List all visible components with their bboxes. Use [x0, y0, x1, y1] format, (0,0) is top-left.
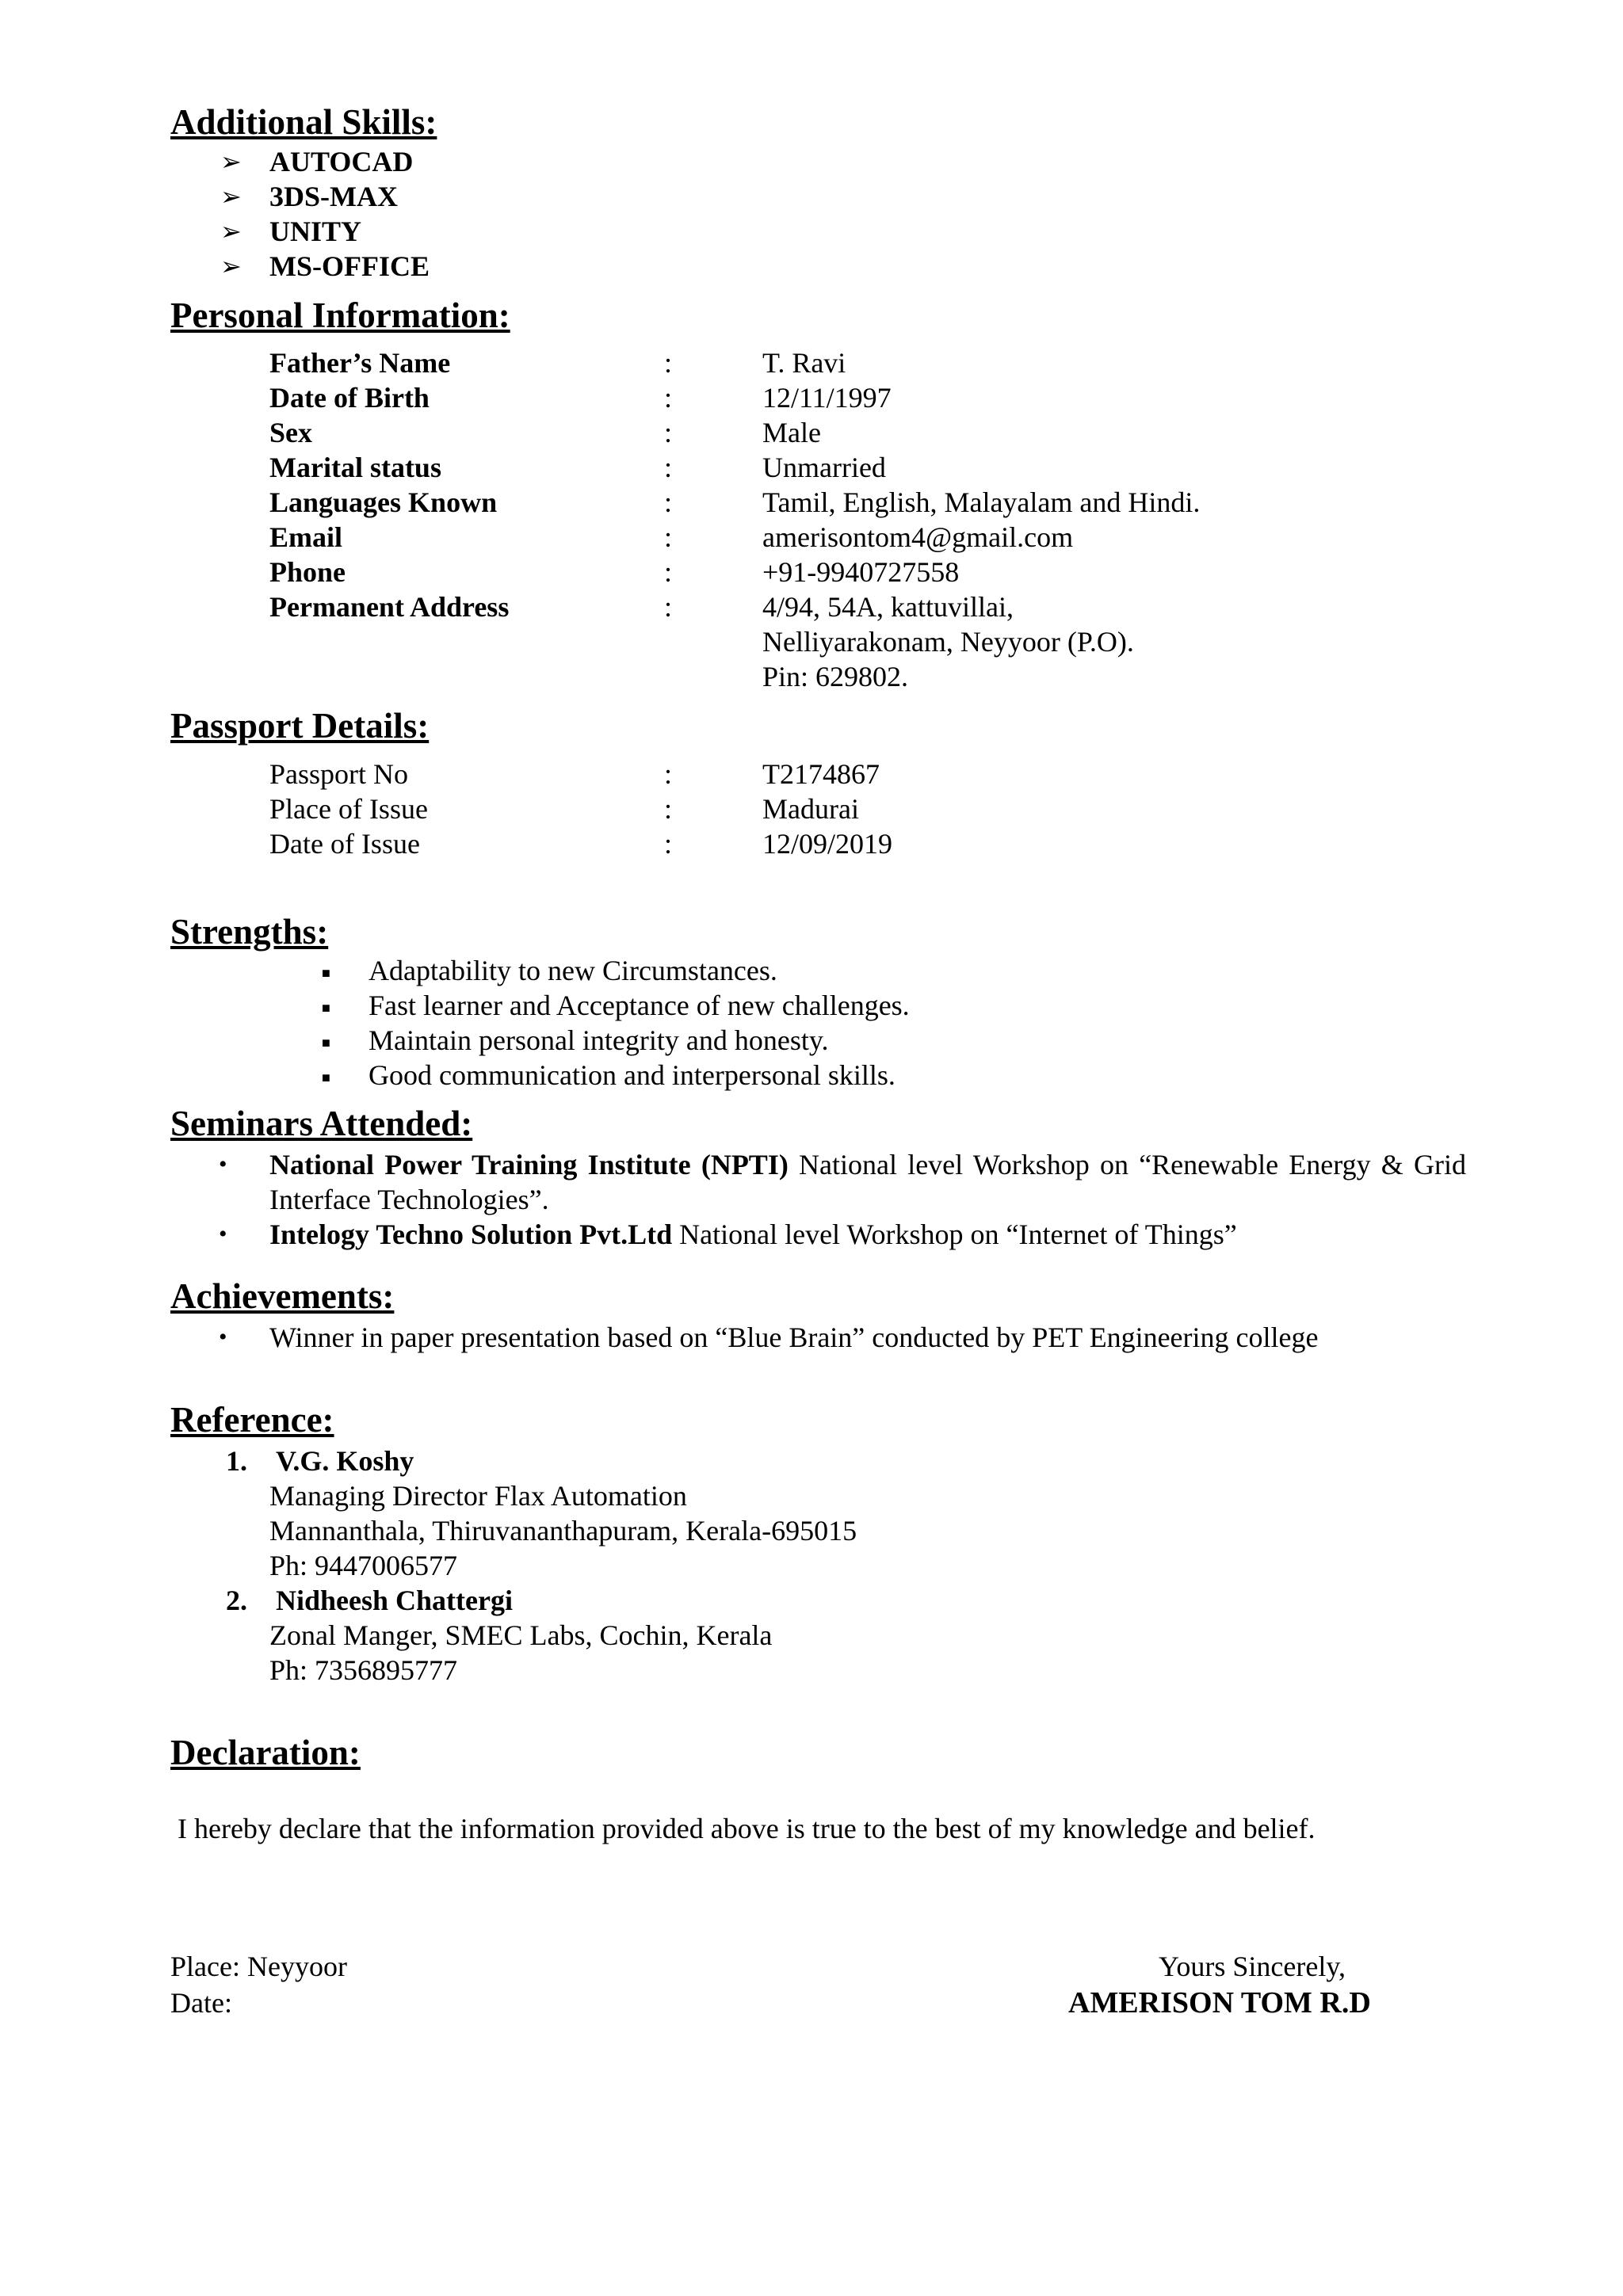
reference-name: Nidheesh Chattergi: [276, 1585, 513, 1616]
field-label: Date of Issue: [269, 828, 420, 860]
seminars-heading: Seminars Attended:: [170, 1104, 473, 1143]
seminar-description: National level Workshop on “Renewable Energy & Grid Interface Technologies”.: [269, 1149, 1466, 1215]
field-value: Madurai: [762, 793, 859, 825]
field-value: T. Ravi: [762, 347, 846, 379]
reference-line: Ph: 9447006577: [269, 1550, 458, 1581]
colon-separator: :: [664, 793, 673, 825]
declaration-text: I hereby declare that the information provided above is true to the best of my knowledge and belief.: [178, 1813, 1316, 1844]
field-label: Email: [269, 521, 343, 553]
reference-line: Managing Director Flax Automation: [269, 1480, 687, 1512]
field-value: Unmarried: [762, 452, 886, 483]
strength-text: Good communication and interpersonal skills.: [369, 1059, 896, 1091]
colon-separator: :: [664, 417, 673, 448]
strength-text: Fast learner and Acceptance of new challenges.: [369, 990, 910, 1021]
field-value: 12/09/2019: [762, 828, 893, 860]
seminar-organization: National Power Training Institute (NPTI): [269, 1149, 789, 1180]
colon-separator: :: [664, 828, 673, 860]
skill-item: AUTOCAD: [269, 146, 414, 177]
address-line: Nelliyarakonam, Neyyoor (P.O).: [762, 626, 1134, 658]
square-bullet-icon: ■: [322, 965, 330, 981]
colon-separator: :: [664, 591, 673, 623]
colon-separator: :: [664, 758, 673, 790]
signatory-name: AMERISON TOM R.D: [1068, 1986, 1371, 2019]
reference-line: Zonal Manger, SMEC Labs, Cochin, Kerala: [269, 1619, 773, 1651]
date-line: Date:: [170, 1987, 232, 2019]
square-bullet-icon: ■: [322, 1000, 330, 1016]
reference-number: 2.: [226, 1585, 247, 1616]
arrow-bullet-icon: ➢: [220, 217, 242, 246]
strength-text: Adaptability to new Circumstances.: [369, 955, 777, 986]
field-label: Father’s Name: [269, 347, 451, 379]
address-line: 4/94, 54A, kattuvillai,: [762, 591, 1014, 623]
email-value: amerisontom4@gmail.com: [762, 521, 1074, 553]
round-bullet-icon: •: [219, 1221, 227, 1247]
personal-information-heading: Personal Information:: [170, 296, 510, 335]
passport-details-heading: Passport Details:: [170, 706, 430, 746]
achievement-text: Winner in paper presentation based on “Blue Brain” conducted by PET Engineering college: [269, 1322, 1319, 1353]
colon-separator: :: [664, 486, 673, 518]
reference-line: Mannanthala, Thiruvananthapuram, Kerala-695015: [269, 1515, 857, 1547]
skill-item: UNITY: [269, 215, 362, 247]
achievements-heading: Achievements:: [170, 1276, 395, 1316]
reference-heading: Reference:: [170, 1400, 334, 1440]
skill-item: 3DS-MAX: [269, 181, 398, 212]
seminar-description: National level Workshop on “Internet of Things”: [672, 1219, 1237, 1250]
field-label: Place of Issue: [269, 793, 428, 825]
seminar-text: [269, 1217, 1466, 1252]
field-label: Passport No: [269, 758, 409, 790]
additional-skills-heading: Additional Skills:: [170, 102, 437, 142]
field-label: Marital status: [269, 452, 441, 483]
colon-separator: :: [664, 556, 673, 588]
colon-separator: :: [664, 452, 673, 483]
round-bullet-icon: •: [219, 1324, 227, 1350]
strength-text: Maintain personal integrity and honesty.: [369, 1024, 829, 1056]
arrow-bullet-icon: ➢: [220, 182, 242, 211]
square-bullet-icon: ■: [322, 1070, 330, 1085]
reference-number: 1.: [226, 1445, 247, 1477]
field-label: Languages Known: [269, 486, 498, 518]
reference-name: V.G. Koshy: [276, 1445, 414, 1477]
skill-item: MS-OFFICE: [269, 250, 430, 282]
field-label: Phone: [269, 556, 346, 588]
place-line: Place: Neyyoor: [170, 1951, 347, 1982]
strengths-heading: Strengths:: [170, 912, 329, 952]
reference-line: Ph: 7356895777: [269, 1654, 458, 1686]
closing-line: Yours Sincerely,: [1159, 1951, 1346, 1982]
field-value: 12/11/1997: [762, 382, 892, 414]
field-value: Tamil, English, Malayalam and Hindi.: [762, 486, 1201, 518]
address-line: Pin: 629802.: [762, 661, 909, 692]
colon-separator: :: [664, 347, 673, 379]
round-bullet-icon: •: [219, 1151, 227, 1177]
seminar-text: [269, 1147, 1466, 1217]
field-value: Male: [762, 417, 821, 448]
square-bullet-icon: ■: [322, 1035, 330, 1051]
colon-separator: :: [664, 521, 673, 553]
arrow-bullet-icon: ➢: [220, 147, 242, 176]
field-label: Sex: [269, 417, 312, 448]
arrow-bullet-icon: ➢: [220, 252, 242, 280]
colon-separator: :: [664, 382, 673, 414]
declaration-heading: Declaration:: [170, 1733, 361, 1772]
field-label: Date of Birth: [269, 382, 430, 414]
field-label: Permanent Address: [269, 591, 510, 623]
field-value: T2174867: [762, 758, 880, 790]
phone-value: +91-9940727558: [762, 556, 960, 588]
seminar-organization: Intelogy Techno Solution Pvt.Ltd: [269, 1219, 673, 1250]
